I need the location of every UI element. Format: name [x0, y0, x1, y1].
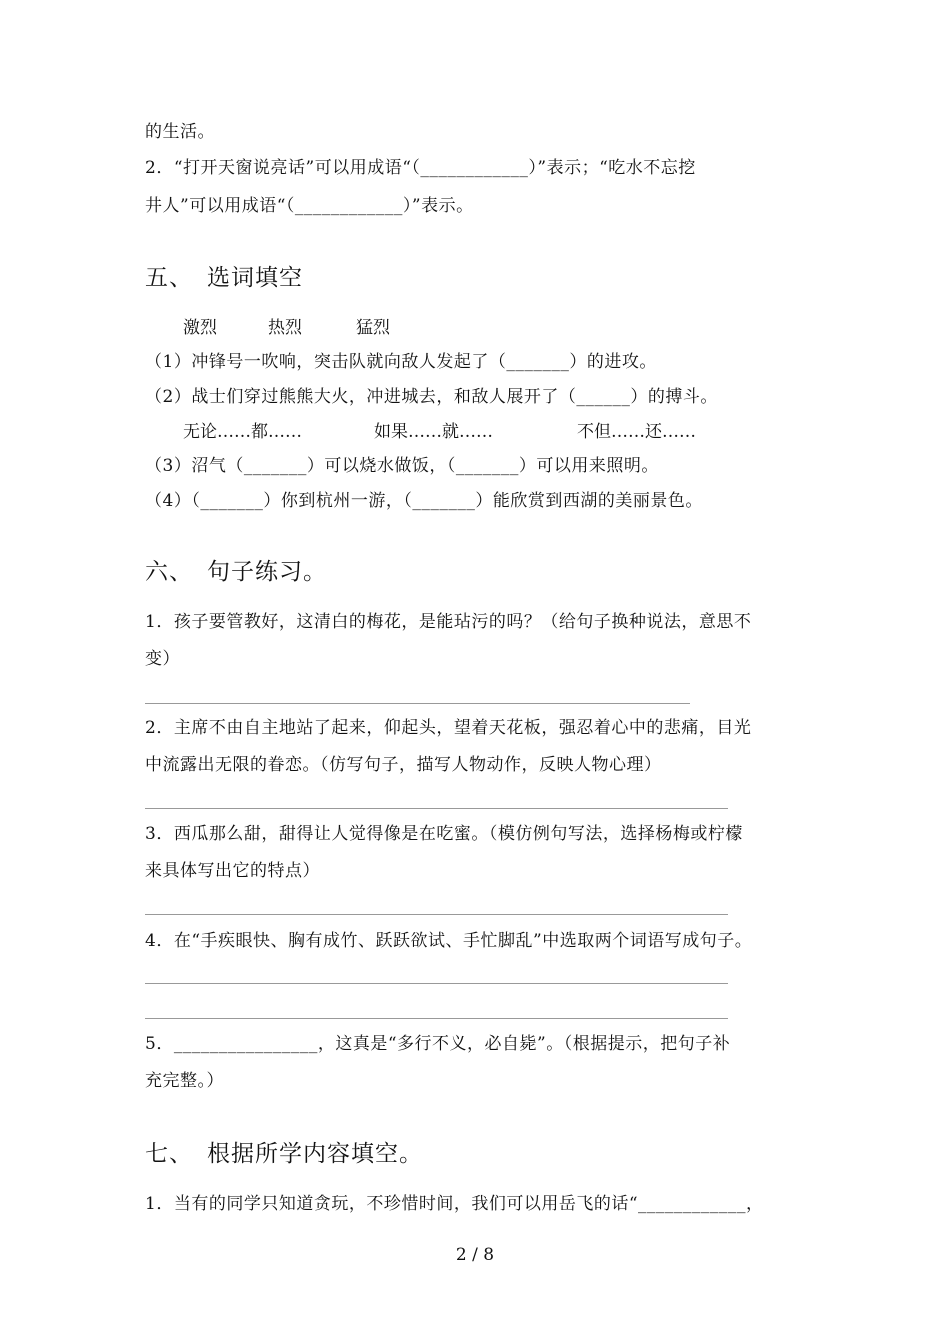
section-number: 六、 — [145, 559, 193, 585]
question-line: （1）冲锋号一吹响，突击队就向敌人发起了（_______）的进攻。 — [145, 352, 657, 372]
question-line: （4）（_______）你到杭州一游，（_______）能欣赏到西湖的美丽景色。 — [145, 491, 703, 511]
section-6-heading — [145, 557, 327, 587]
answer-line[interactable] — [145, 808, 728, 809]
section-number: 五、 — [145, 265, 193, 291]
question-line: 来具体写出它的特点） — [145, 861, 320, 881]
question-line: 1．当有的同学只知道贪玩，不珍惜时间，我们可以用岳飞的话“____________， — [145, 1194, 764, 1214]
word-option: 不但……还…… — [577, 422, 696, 442]
word-option: 热烈 — [268, 318, 302, 338]
word-option: 如果……就…… — [374, 422, 493, 442]
question-line: 3．西瓜那么甜，甜得让人觉得像是在吃蜜。（模仿例句写法，选择杨梅或柠檬 — [145, 824, 743, 844]
question-line: 1．孩子要管教好，这清白的梅花，是能玷污的吗？（给句子换种说法，意思不 — [145, 612, 752, 632]
word-option: 猛烈 — [356, 318, 390, 338]
word-option: 无论……都…… — [183, 422, 302, 442]
answer-line[interactable] — [145, 983, 728, 984]
section-5-heading — [145, 263, 303, 293]
question-line: （2）战士们穿过熊熊大火，冲进城去，和敌人展开了（______）的搏斗。 — [145, 387, 718, 407]
word-option: 激烈 — [183, 318, 217, 338]
section-number: 七、 — [145, 1141, 193, 1167]
question-line: 2．“打开天窗说亮话”可以用成语“（____________）”表示；“吃水不忘挖 — [145, 158, 696, 178]
question-line: 井人”可以用成语“（____________）”表示。 — [145, 196, 474, 216]
question-line: （3）沼气（_______）可以烧水做饭，（_______）可以用来照明。 — [145, 456, 659, 476]
question-line: 2．主席不由自主地站了起来，仰起头，望着天花板，强忍着心中的悲痛，目光 — [145, 718, 752, 738]
question-line: 中流露出无限的眷恋。（仿写句子，描写人物动作，反映人物心理） — [145, 755, 662, 775]
page-number: 2 / 8 — [455, 1245, 495, 1265]
section-7-heading — [145, 1139, 423, 1169]
answer-line[interactable] — [145, 1018, 728, 1019]
question-line: 变） — [145, 649, 180, 669]
question-line: 4．在“手疾眼快、胸有成竹、跃跃欲试、手忙脚乱”中选取两个词语写成句子。 — [145, 931, 753, 951]
answer-line[interactable] — [145, 703, 690, 704]
question-line: 充完整。） — [145, 1071, 224, 1091]
section-title: 选词填空 — [207, 265, 303, 291]
section-title: 根据所学内容填空。 — [207, 1141, 423, 1167]
question-line: 5．________________，这真是“多行不义，必自毙”。（根据提示，把句子补 — [145, 1034, 731, 1054]
section-title: 句子练习。 — [207, 559, 327, 585]
text-line: 的生活。 — [145, 122, 215, 142]
answer-line[interactable] — [145, 914, 728, 915]
